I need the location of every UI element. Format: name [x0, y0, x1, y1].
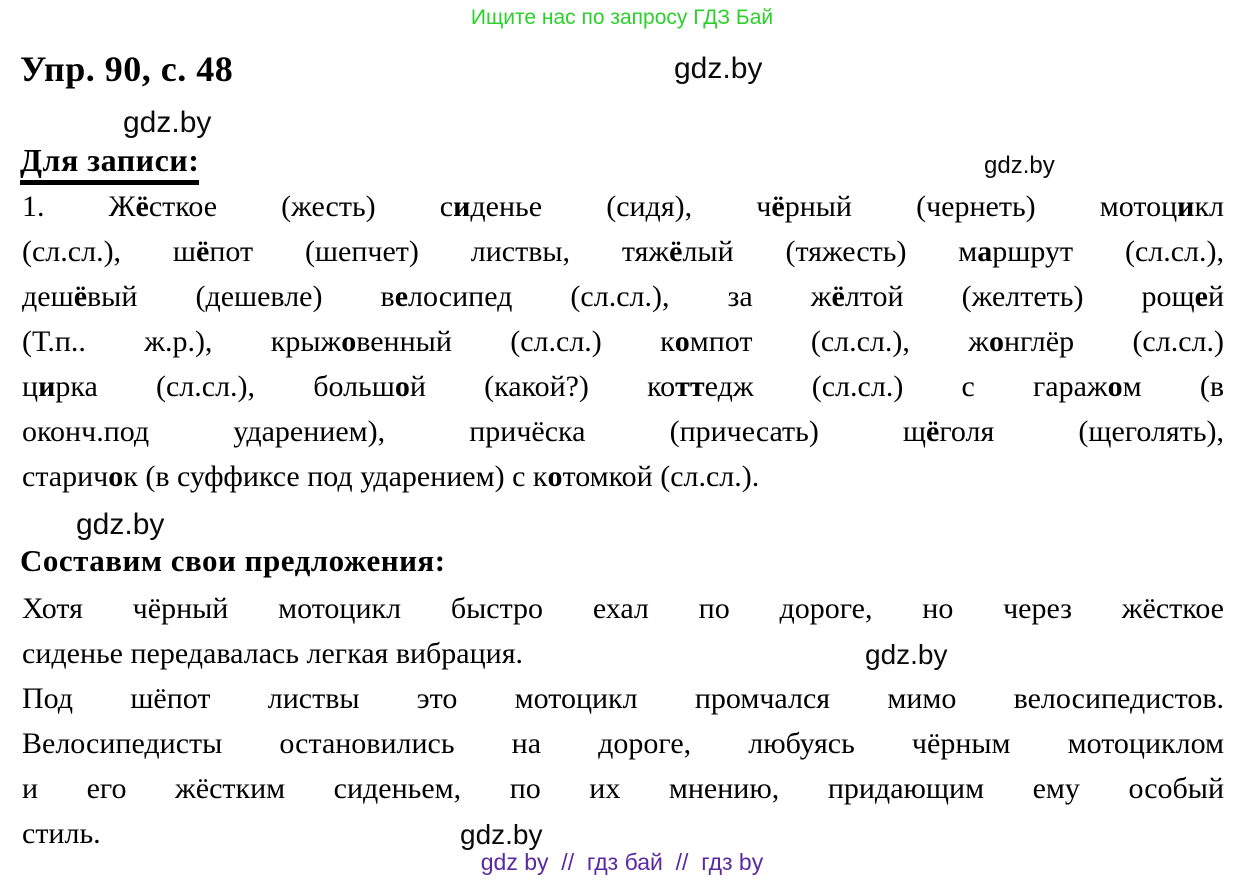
sentence-paragraph-1	[22, 586, 1224, 676]
text-run: мпот (сл.сл.), ж	[689, 325, 989, 358]
bold-letter: о	[108, 460, 124, 493]
text-run: рный (чернеть) мотоц	[784, 190, 1178, 223]
text-run: денье (сидя), ч	[470, 190, 772, 223]
text-line	[22, 364, 1224, 409]
watermark: gdz.by	[865, 639, 948, 670]
text-run: старич	[22, 460, 109, 493]
text-run: венный (сл.сл.) к	[356, 325, 675, 358]
bold-letter: е	[394, 280, 409, 313]
bold-letter: тт	[675, 370, 705, 403]
text-run: сткое (жесть) с	[148, 190, 454, 223]
text-run: сиденье передавалась легкая вибрация.	[22, 637, 524, 670]
text-run: лтой (желтеть) рощ	[844, 280, 1195, 313]
bold-letter: о	[988, 325, 1004, 358]
bold-letter: о	[547, 460, 563, 493]
section-heading-write: Для записи:	[20, 142, 199, 185]
text-run: ршрут (сл.сл.),	[992, 235, 1225, 268]
bold-letter: о	[394, 370, 410, 403]
text-run: голя (щеголять),	[939, 415, 1224, 448]
bold-letter: ё	[73, 280, 88, 313]
text-run: к (в суффиксе под ударением) с к	[123, 460, 548, 493]
text-run: ц	[22, 370, 39, 403]
bold-letter: о	[341, 325, 357, 358]
bold-letter: о	[1107, 370, 1123, 403]
text-line	[22, 586, 1224, 631]
bold-letter: и	[1177, 190, 1195, 223]
text-run: едж (сл.сл.) с гараж	[704, 370, 1108, 403]
text-run: й	[1207, 280, 1224, 313]
watermark: gdz.by	[984, 152, 1055, 179]
bold-letter: ё	[669, 235, 683, 268]
text-line	[22, 454, 1224, 499]
text-run: нглёр (сл.сл.)	[1003, 325, 1224, 358]
bold-letter: ё	[135, 190, 149, 223]
text-run: Под шёпот листвы это мотоцикл промчался мимо велосипедистов.	[22, 682, 1224, 715]
text-run: лосипед (сл.сл.), за ж	[408, 280, 832, 313]
promo-banner-text: Ищите нас по запросу ГДЗ Бай	[470, 6, 774, 29]
bold-letter: и	[38, 370, 56, 403]
text-run: вый (дешевле) в	[87, 280, 395, 313]
watermark: gdz.by	[123, 106, 212, 139]
text-run: м (в	[1122, 370, 1224, 403]
text-run: (Т.п.. ж.р.), крыж	[22, 325, 342, 358]
text-run: (сл.сл.), ш	[22, 235, 196, 268]
text-run: и его жёстким сиденьем, по их мнению, придающим ему особый	[22, 772, 1224, 805]
text-run: оконч.под ударением), причёска (причесать) щ	[22, 415, 927, 448]
text-run: Хотя чёрный мотоцикл быстро ехал по дороге, но через жёсткое	[22, 592, 1224, 625]
bold-letter: е	[1194, 280, 1208, 313]
bold-letter: и	[453, 190, 471, 223]
text-run: стиль.	[22, 817, 101, 850]
watermark: gdz.by	[460, 819, 543, 850]
footer-site-names: gdz by // гдз бай // гдз by	[480, 849, 764, 875]
text-line	[22, 721, 1224, 766]
sentence-paragraph-2	[22, 676, 1224, 856]
bold-letter: ё	[926, 415, 940, 448]
dictation-paragraph	[22, 184, 1224, 499]
text-line	[22, 229, 1224, 274]
exercise-title: Упр. 90, с. 48	[20, 49, 234, 89]
bold-letter: о	[674, 325, 690, 358]
text-line	[22, 409, 1224, 454]
bold-letter: ё	[196, 235, 210, 268]
text-line	[22, 766, 1224, 811]
text-line	[22, 319, 1224, 364]
text-run: кл	[1194, 190, 1224, 223]
text-run: пот (шепчет) листвы, тяж	[209, 235, 670, 268]
text-line	[22, 274, 1224, 319]
bold-letter: ё	[831, 280, 845, 313]
text-line	[22, 676, 1224, 721]
text-line	[22, 631, 1224, 676]
text-run: рка (сл.сл.), больш	[55, 370, 395, 403]
text-run: 1. Ж	[22, 190, 136, 223]
text-run: Велосипедисты остановились на дороге, любуясь чёрным мотоциклом	[22, 727, 1224, 760]
text-run: деш	[22, 280, 74, 313]
section-heading-sentences: Составим свои предложения:	[20, 543, 446, 578]
text-line	[22, 184, 1224, 229]
bold-letter: ё	[771, 190, 785, 223]
watermark: gdz.by	[674, 52, 763, 85]
watermark: gdz.by	[76, 508, 165, 541]
text-run: томкой (сл.сл.).	[562, 460, 760, 493]
text-run: й (какой?) ко	[409, 370, 676, 403]
text-run: лый (тяжесть) м	[682, 235, 978, 268]
bold-letter: а	[977, 235, 993, 268]
